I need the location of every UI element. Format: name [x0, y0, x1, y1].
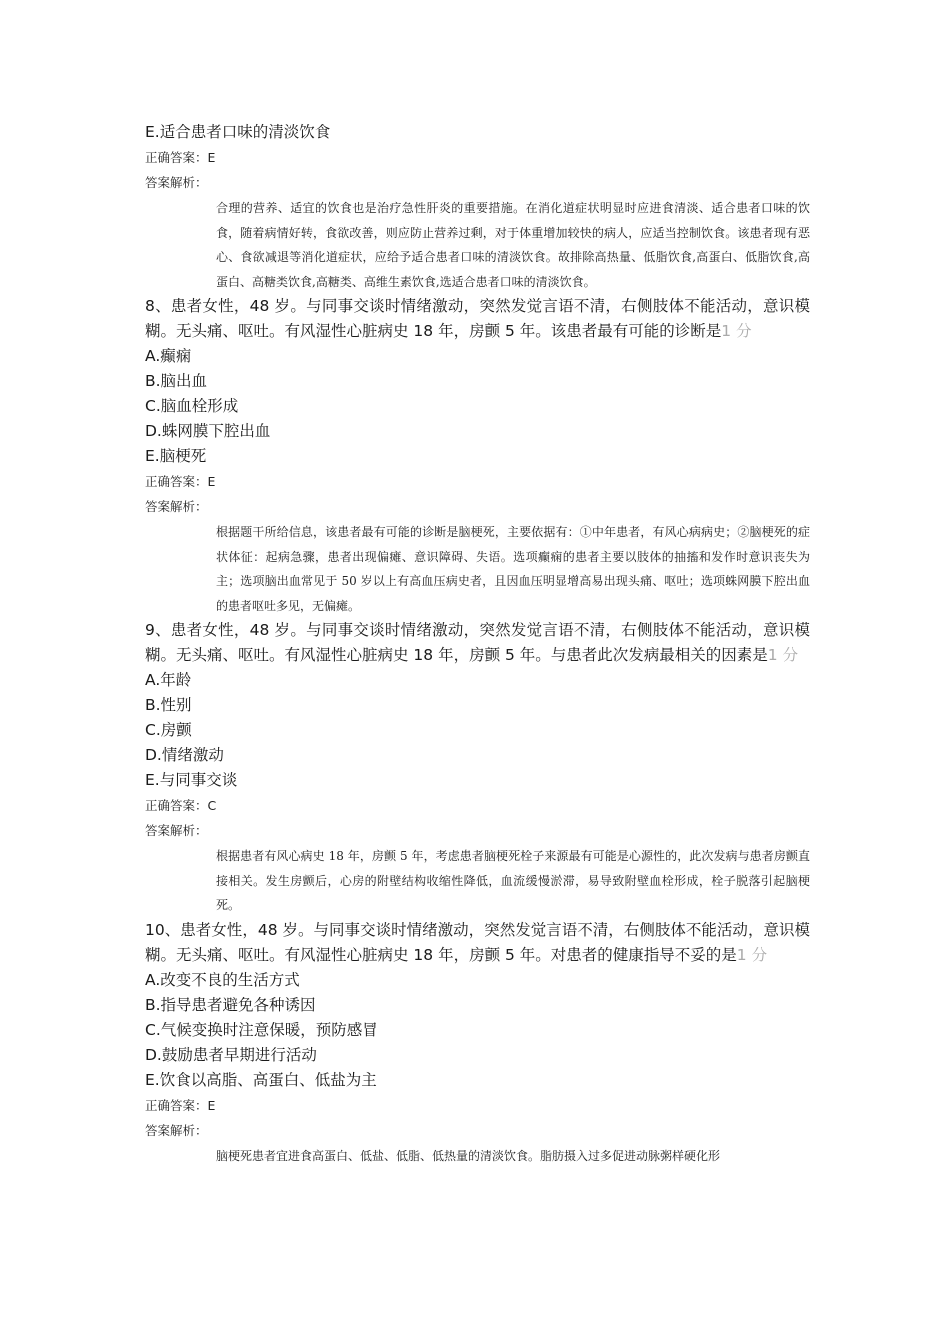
document-page — [145, 120, 810, 1168]
q8-option-b: B.脑出血 — [145, 372, 208, 390]
q9-answer: 正确答案：C — [145, 798, 217, 813]
q10-option-d: D.鼓励患者早期进行活动 — [145, 1045, 317, 1064]
q9-analysis: 根据患者有风心病史 18 年，房颤 5 年，考虑患者脑梗死栓子来源最有可能是心源性的，此次发病与患者房颤直接相关。发生房颤后，心房的附壁结构收缩性降低，血流缓慢淤滞，易导致附壁血栓形成，栓子脱落引起脑梗死。 — [216, 849, 810, 912]
q7-option-e: E.适合患者口味的清淡饮食 — [145, 123, 331, 141]
q10-option-a: A.改变不良的生活方式 — [145, 970, 300, 989]
q10-option-c: C.气候变换时注意保暖，预防感冒 — [145, 1020, 378, 1039]
q10-stem-text: 10、患者女性，48 岁。与同事交谈时情绪激动，突然发觉言语不清，右侧肢体不能活动，意识模糊。无头痛、呕吐。有风湿性心脏病史 18 年，房颤 5 年。对患者的健康指导不妥的是 — [145, 920, 810, 964]
q8-stem-text: 8、患者女性，48 岁。与同事交谈时情绪激动，突然发觉言语不清，右侧肢体不能活动，意识模糊。无头痛、呕吐。有风湿性心脏病史 18 年，房颤 5 年。该患者最有可能的诊断是 — [145, 297, 810, 340]
q8-answer: 正确答案：E — [145, 474, 216, 489]
q10-analysis-label: 答案解析： — [145, 1122, 208, 1138]
q8-stem — [145, 294, 810, 344]
q9-option-e: E.与同事交谈 — [145, 771, 238, 789]
q8-option-c: C.脑血栓形成 — [145, 397, 239, 415]
q7-analysis: 合理的营养、适宜的饮食也是治疗急性肝炎的重要措施。在消化道症状明显时应进食清淡、适合患者口味的饮食，随着病情好转，食欲改善，则应防止营养过剩，对于体重增加较快的病人，应适当控制饮食。该患者现有恶心、食欲减退等消化道症状，应给予适合患者口味的清淡饮食。故排除高热量、低脂饮食,高蛋白、低脂饮食,高蛋白、高糖类饮食,高糖类、高维生素饮食,选适合患者口味的清淡饮食。 — [216, 201, 810, 289]
q10-option-e: E.饮食以高脂、高蛋白、低盐为主 — [145, 1070, 377, 1089]
q9-stem — [145, 618, 810, 668]
q9-option-b: B.性别 — [145, 696, 192, 714]
q10-score: 1 分 — [736, 945, 768, 964]
q8-score: 1 分 — [721, 322, 752, 340]
q9-option-c: C.房颤 — [145, 721, 192, 739]
q10-analysis: 脑梗死患者宜进食高蛋白、低盐、低脂、低热量的清淡饮食。脂肪摄入过多促进动脉粥样硬化形 — [216, 1148, 721, 1163]
q8-option-a: A.癫痫 — [145, 347, 192, 365]
q7-answer: 正确答案：E — [145, 150, 216, 165]
q9-option-a: A.年龄 — [145, 671, 192, 689]
q8-option-d: D.蛛网膜下腔出血 — [145, 422, 271, 440]
q8-analysis: 根据题干所给信息，该患者最有可能的诊断是脑梗死，主要依据有：①中年患者，有风心病病史；②脑梗死的症状体征：起病急骤，患者出现偏瘫、意识障碍、失语。选项癫痫的患者主要以肢体的抽搐和发作时意识丧失为主；选项脑出血常见于 50 岁以上有高血压病史者，且因血压明显增高易出现头痛、呕吐；选项蛛网膜下腔出血的患者呕吐多见，无偏瘫。 — [216, 525, 810, 613]
q9-score: 1 分 — [767, 646, 799, 664]
q10-stem — [145, 918, 810, 968]
q10-answer: 正确答案：E — [145, 1097, 216, 1113]
q9-analysis-label: 答案解析： — [145, 823, 208, 838]
q10-option-b: B.指导患者避免各种诱因 — [145, 995, 316, 1014]
q8-analysis-label: 答案解析： — [145, 499, 208, 514]
q9-option-d: D.情绪激动 — [145, 746, 224, 764]
q9-stem-text: 9、患者女性，48 岁。与同事交谈时情绪激动，突然发觉言语不清，右侧肢体不能活动，意识模糊。无头痛、呕吐。有风湿性心脏病史 18 年，房颤 5 年。与患者此次发病最相关的因素是 — [145, 621, 810, 664]
q8-option-e: E.脑梗死 — [145, 447, 207, 465]
q7-analysis-label: 答案解析： — [145, 175, 208, 190]
